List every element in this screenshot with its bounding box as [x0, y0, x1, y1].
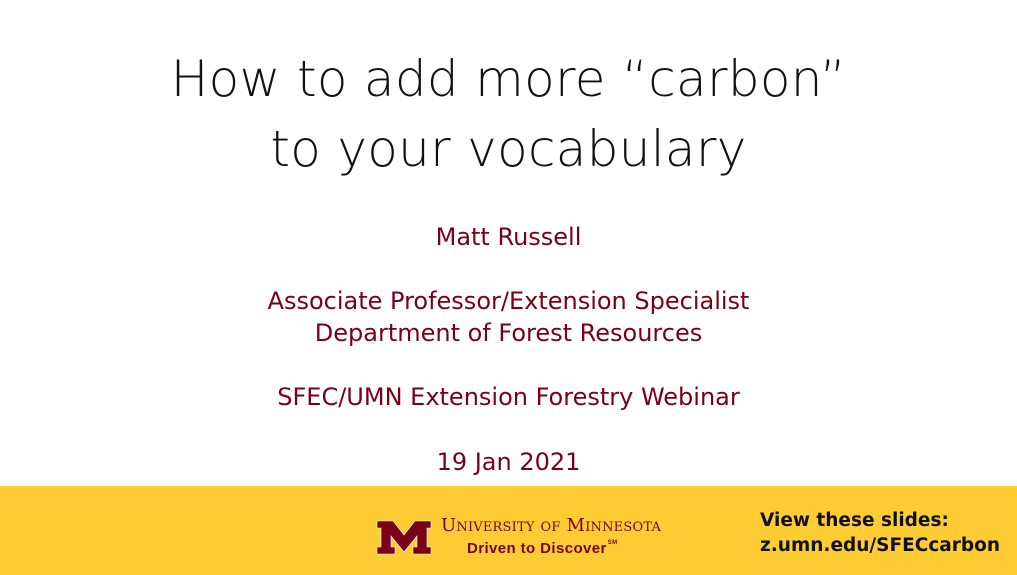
event-name: SFEC/UMN Extension Forestry Webinar — [277, 383, 740, 411]
university-block-m-logo — [375, 519, 433, 556]
presentation-date: 19 Jan 2021 — [436, 448, 581, 476]
presenter-position: Associate Professor/Extension Specialist — [267, 287, 750, 315]
slide-title — [0, 44, 1017, 184]
university-wordmark: University of Minnesota — [441, 515, 662, 536]
slides-link-block[interactable] — [760, 508, 1000, 558]
slides-link-label: View these slides: — [760, 510, 949, 531]
presenter-department: Department of Forest Resources — [314, 319, 703, 347]
tagline-text: Driven to Discover — [467, 540, 607, 557]
presenter-name: Matt Russell — [435, 223, 582, 251]
slide-title-line-2: to your vocabulary — [270, 120, 747, 178]
service-mark: SM — [607, 540, 618, 546]
university-tagline — [467, 540, 618, 557]
slides-link-url[interactable]: z.umn.edu/SFECcarbon — [760, 535, 1001, 556]
slide-title-line-1: How to add more “carbon” — [170, 50, 847, 108]
